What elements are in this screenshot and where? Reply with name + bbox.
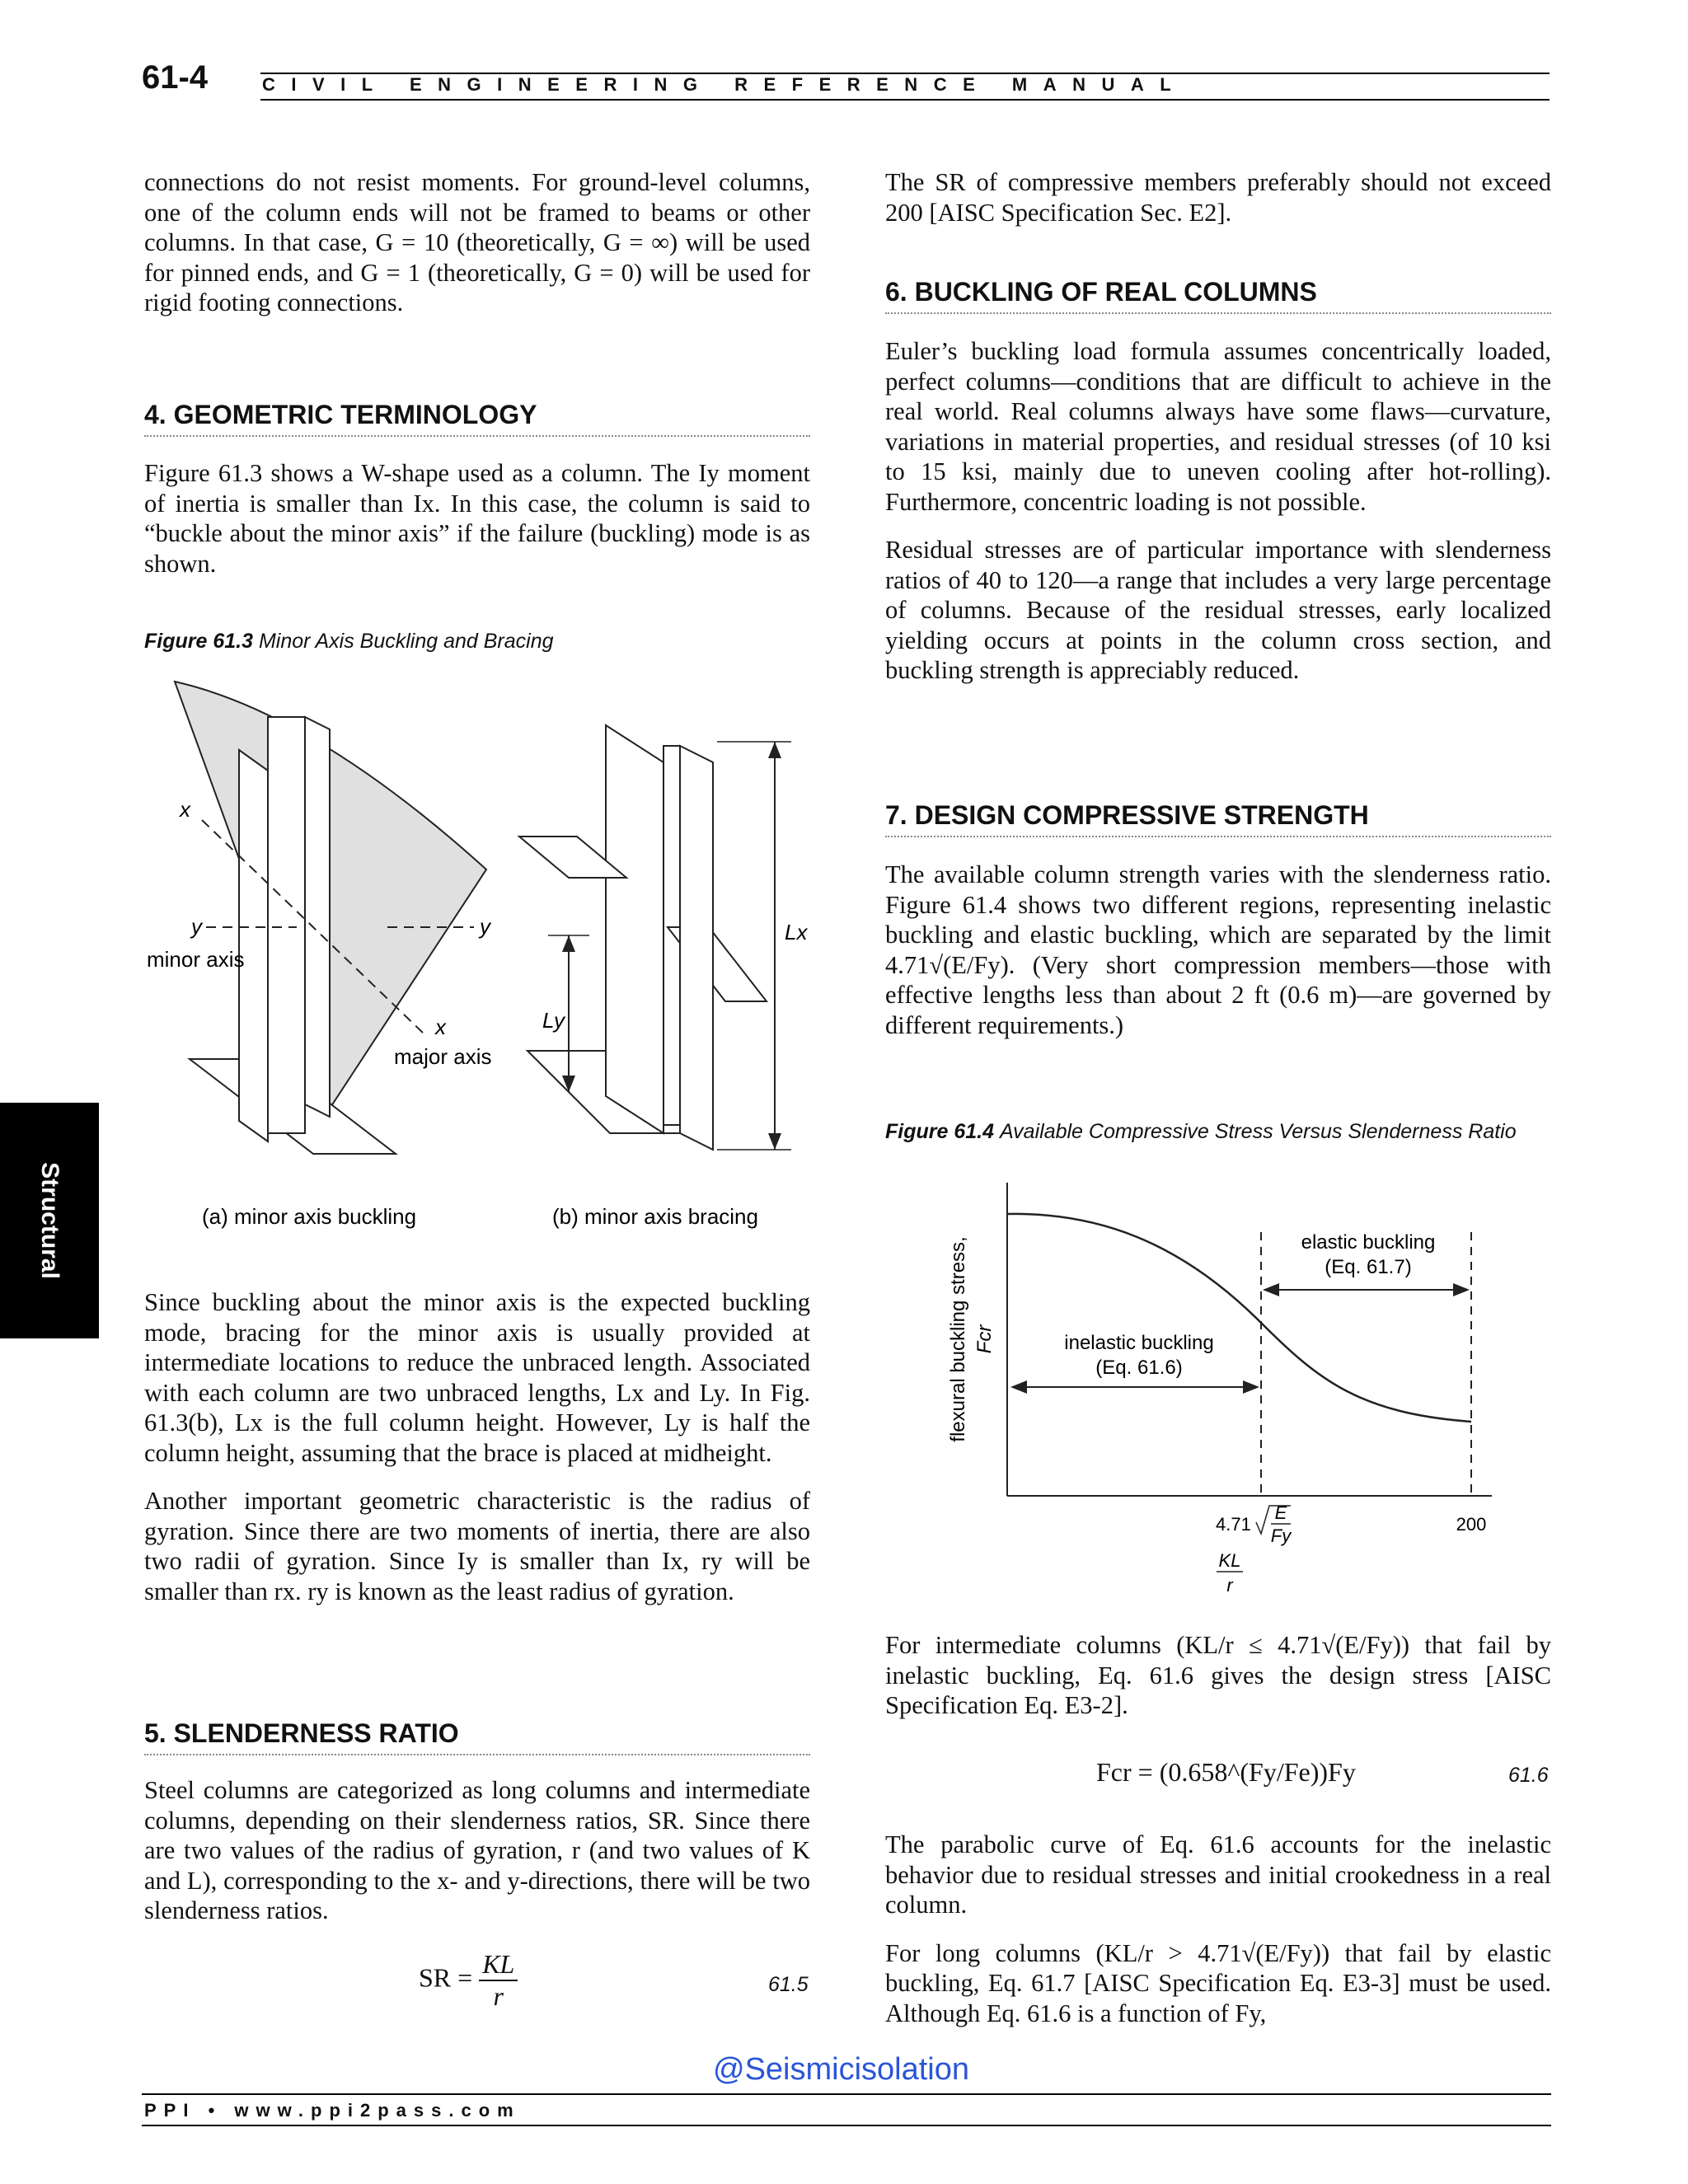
x-label-bottom: x	[435, 1015, 446, 1039]
y-axis-label: flexural buckling stress,	[947, 1236, 969, 1442]
x-label-den: r	[1226, 1575, 1233, 1596]
section-7-title: 7. DESIGN COMPRESSIVE STRENGTH	[885, 800, 1551, 837]
page-number: 61-4	[142, 59, 209, 96]
section7-para1: The available column strength varies with the slenderness ratio. Figure 61.4 shows two different regions, representing inelastic buckling and elastic buckling, which are separated by the limit 4.71√(E/Fy). (Very short compression members—those with effective lengths less than about 2 ft (0.6 m)—are governed by different requirements.)	[885, 860, 1551, 1039]
inelastic-label: inelastic buckling	[1064, 1332, 1214, 1354]
footer-website: PPI • www.ppi2pass.com	[144, 2100, 521, 2121]
left-intro	[144, 167, 810, 336]
inelastic-eq: (Eq. 61.6)	[1095, 1357, 1183, 1379]
left-sec5	[144, 1775, 810, 1944]
inelastic-arrow-right	[1243, 1380, 1259, 1394]
elastic-arrow-left	[1263, 1283, 1279, 1296]
para-intermediate: For intermediate columns (KL/r ≤ 4.71√(E/Fy)) that fail by inelastic buckling, Eq. 61.6 gives the design stress [AISC Specification Eq. E3-2].	[885, 1631, 1551, 1719]
section-5-title: 5. SLENDERNESS RATIO	[144, 1718, 810, 1755]
section4-para1: Figure 61.3 shows a W-shape used as a column. The Iy moment of inertia is smaller than Ix. In this case, the column is said to “buckle about the minor axis” if the failure (buckling) mode is as shown.	[144, 459, 810, 578]
tick-limit-den: Fy	[1270, 1526, 1292, 1546]
para-long: For long columns (KL/r > 4.71√(E/Fy)) that fail by elastic buckling, Eq. 61.7 [AISC Specification Eq. E3-3] must be used. Although Eq. 61.6 is a function of Fy,	[885, 1938, 1551, 2027]
figure-61-3-title: Minor Axis Buckling and Bracing	[258, 630, 554, 653]
eq615-num: KL	[479, 1949, 518, 1981]
elastic-eq: (Eq. 61.7)	[1325, 1256, 1412, 1278]
para-intro: connections do not resist moments. For ground-level columns, one of the column ends will not be framed to beams or other columns. In that case, G = 10 (theoretically, G = ∞) will be used for pinned ends, and G = 1 (theoretically, G = 0) will be used for rigid footing connections.	[144, 168, 810, 316]
left-sec4-a	[144, 458, 810, 597]
eq615-fraction	[479, 1949, 518, 2012]
equation-61-6: Fcr = (0.658^(Fy/Fe))Fy	[1096, 1757, 1356, 1787]
para-sr: The SR of compressive members preferably should not exceed 200 [AISC Specification Sec. E2].	[885, 168, 1551, 227]
x-label-num: KL	[1218, 1550, 1241, 1571]
flange-side-a	[305, 717, 330, 1117]
section6-para1: Euler’s buckling load formula assumes concentrically loaded, perfect columns—conditions that are difficult to achieve in the real world. Real columns always have some flaws—curvature, variations in material properties, and residual stresses (of 10 ksi to 15 ksi, mainly due to uneven cooling after hot-rolling). Furthermore, concentric loading is not possible.	[885, 337, 1551, 516]
figure-61-4-title: Available Compressive Stress Versus Slenderness Ratio	[999, 1120, 1517, 1143]
caption-a: (a) minor axis buckling	[202, 1204, 417, 1229]
x-label-top: x	[180, 797, 190, 822]
header-rule-bottom	[260, 99, 1550, 101]
figure-61-3-caption	[144, 629, 554, 654]
lx-arrow-top	[768, 742, 781, 758]
lx-label: Lx	[785, 920, 808, 944]
section4-para2: Since buckling about the minor axis is the expected buckling mode, bracing for the minor axis is usually provided at intermediate locations to reduce the unbraced length. Associated with each column are two unbraced lengths, Lx and Ly. In Fig. 61.3(b), Lx is the full column height. However, Ly is half the column height, assuming that the brace is placed at midheight.	[144, 1288, 810, 1467]
ly-arrow-top	[562, 935, 575, 952]
y-label-right: y	[480, 914, 490, 939]
right-intro	[885, 167, 1551, 246]
section4-para3: Another important geometric characteristic is the radius of gyration. Since there are two moments of inertia, there are also two radii of gyration. Since Iy is smaller than Ix, ry will be smaller than rx. ry is known as the least radius of gyration.	[144, 1487, 810, 1605]
right-sec7	[885, 860, 1551, 1058]
flange-back-a	[268, 717, 305, 1133]
major-axis-label: major axis	[394, 1044, 492, 1069]
eq616-label: 61.6	[1508, 1764, 1549, 1787]
right-after-fig	[885, 1630, 1551, 1739]
flange-back-b	[606, 725, 663, 1133]
caption-b: (b) minor axis bracing	[552, 1204, 758, 1229]
eq615-lhs: SR =	[419, 1962, 473, 1993]
elastic-label: elastic buckling	[1301, 1231, 1436, 1254]
footer-rule-top	[142, 2093, 1551, 2095]
figure-61-4-chart	[931, 1174, 1508, 1619]
y-label-left: y	[191, 914, 202, 939]
section-6-title: 6. BUCKLING OF REAL COLUMNS	[885, 277, 1551, 314]
para-parabolic: The parabolic curve of Eq. 61.6 accounts for the inelastic behavior due to residual stresses and initial crookedness in a real column.	[885, 1830, 1551, 1919]
section5-para1: Steel columns are categorized as long columns and intermediate columns, depending on their slenderness ratios, SR. Since there are two values of the radius of gyration, r (and two values of K and L), corresponding to the x- and y-directions, there will be two slenderness ratios.	[144, 1776, 810, 1924]
left-sec4-b	[144, 1287, 810, 1624]
inelastic-arrow-left	[1010, 1380, 1027, 1394]
manual-title: CIVIL ENGINEERING REFERENCE MANUAL	[262, 74, 1188, 95]
section-4-title: 4. GEOMETRIC TERMINOLOGY	[144, 400, 810, 437]
elastic-arrow-right	[1453, 1283, 1470, 1296]
section6-para2: Residual stresses are of particular importance with slenderness ratios of 40 to 120—a range that includes a very large percentage of columns. Because of the residual stresses, early localized yielding occurs at points in the column cross section, and buckling strength is appreciably reduced.	[885, 536, 1551, 684]
watermark: @Seismicisolation	[713, 2052, 970, 2087]
figure-61-3-label: Figure 61.3	[144, 630, 253, 653]
eq615-den: r	[493, 1981, 504, 2011]
section-side-tab[interactable]	[0, 1103, 99, 1338]
right-sec6	[885, 336, 1551, 704]
web-a	[239, 750, 268, 1141]
figure-61-3-diagram	[140, 672, 816, 1249]
equation-61-5	[419, 1949, 518, 2012]
eq615-label: 61.5	[768, 1973, 809, 1996]
ly-label: Ly	[542, 1008, 565, 1033]
side-tab-label: Structural	[36, 1162, 63, 1279]
flange-side-b	[680, 746, 713, 1150]
lx-arrow-bottom	[768, 1133, 781, 1150]
tick-limit-num: E	[1274, 1502, 1287, 1523]
tick-200: 200	[1456, 1514, 1487, 1535]
footer-rule-bottom	[142, 2125, 1551, 2126]
figure-61-4-caption	[885, 1119, 1551, 1144]
tick-limit-coef: 4.71	[1216, 1514, 1251, 1535]
right-end	[885, 1830, 1551, 2046]
figure-61-4-label: Figure 61.4	[885, 1120, 994, 1143]
y-axis-symbol: Fcr	[973, 1324, 996, 1354]
minor-axis-label: minor axis	[147, 947, 245, 972]
